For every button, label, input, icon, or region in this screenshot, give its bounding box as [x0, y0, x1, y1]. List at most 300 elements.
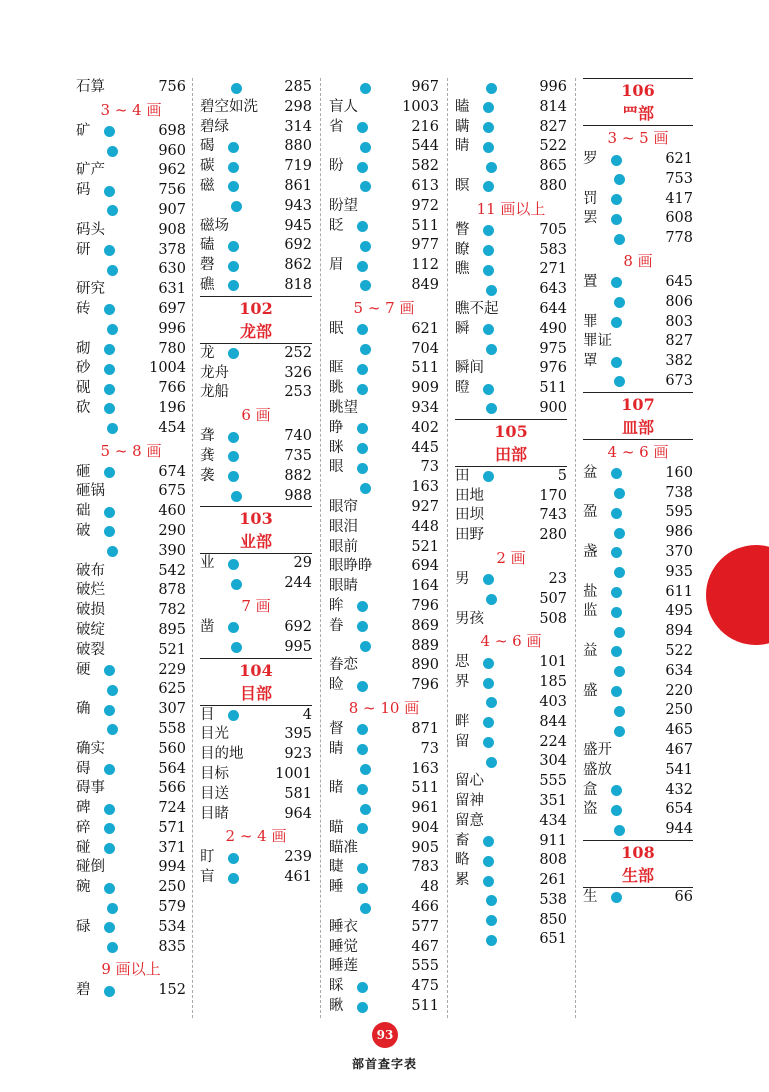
index-entry	[329, 379, 439, 399]
index-entry	[583, 800, 693, 820]
entry-char: 码头	[76, 221, 105, 238]
marker-icon	[104, 823, 115, 834]
index-entry	[200, 118, 312, 138]
marker-icon	[611, 686, 622, 697]
page-ref: 935	[665, 563, 693, 580]
index-entry	[329, 557, 439, 577]
entry-char: 眉	[329, 257, 344, 274]
entry-char: 田	[455, 467, 470, 484]
entry-char: 睁	[329, 419, 344, 436]
index-entry	[583, 150, 693, 170]
page-ref: 490	[539, 320, 567, 337]
marker-icon	[360, 764, 371, 775]
page-ref: 613	[411, 177, 439, 194]
index-entry	[455, 693, 567, 713]
marker-icon	[486, 344, 497, 355]
entry-char: 砌	[76, 340, 91, 357]
entry-char: 矿产	[76, 162, 105, 179]
marker-icon	[614, 528, 625, 539]
radical-header	[583, 79, 693, 125]
page-ref: 862	[284, 257, 312, 274]
marker-icon	[104, 922, 115, 933]
page-ref: 445	[411, 439, 439, 456]
index-entry	[329, 617, 439, 637]
page-ref: 724	[158, 800, 186, 817]
entry-char: 留意	[455, 812, 484, 829]
page-ref: 48	[420, 879, 439, 896]
page-ref: 250	[158, 879, 186, 896]
page-ref: 783	[411, 859, 439, 876]
entry-char: 盯	[200, 849, 215, 866]
page-ref: 608	[665, 210, 693, 227]
page-ref: 522	[665, 642, 693, 659]
marker-icon	[104, 764, 115, 775]
entry-char: 盈	[583, 504, 598, 521]
page-ref: 850	[539, 911, 567, 928]
index-entry	[76, 858, 186, 878]
index-entry	[76, 819, 186, 839]
page-ref: 250	[665, 702, 693, 719]
page-ref: 544	[411, 138, 439, 155]
entry-char: 督	[329, 720, 344, 737]
marker-icon	[483, 245, 494, 256]
entry-char: 睛	[329, 740, 344, 757]
entry-char: 睹	[329, 780, 344, 797]
marker-icon	[614, 376, 625, 387]
index-entry	[76, 621, 186, 641]
page-ref: 495	[665, 603, 693, 620]
page-ref: 890	[411, 657, 439, 674]
stroke-section-heading: 11 画以上	[476, 199, 546, 218]
page-ref: 697	[158, 300, 186, 317]
index-entry	[583, 372, 693, 392]
page-ref: 351	[539, 792, 567, 809]
page-ref: 220	[665, 682, 693, 699]
index-entry	[200, 236, 312, 256]
index-entry	[583, 352, 693, 372]
page-ref: 304	[539, 753, 567, 770]
index-entry	[76, 839, 186, 859]
marker-icon	[107, 903, 118, 914]
page-ref: 871	[411, 720, 439, 737]
index-entry	[200, 427, 312, 447]
index-entry	[583, 273, 693, 293]
index-entry	[455, 98, 567, 118]
page-ref: 460	[158, 503, 186, 520]
page-ref: 170	[539, 487, 567, 504]
page-ref: 511	[411, 217, 439, 234]
marker-icon	[483, 574, 494, 585]
marker-icon	[357, 883, 368, 894]
index-entry	[76, 542, 186, 562]
index-entry	[329, 799, 439, 819]
index-entry	[200, 217, 312, 237]
page-ref: 542	[158, 562, 186, 579]
index-entry	[76, 201, 186, 221]
index-entry	[76, 760, 186, 780]
page-ref: 66	[674, 888, 693, 905]
index-entry	[583, 229, 693, 249]
index-entry	[329, 997, 439, 1017]
marker-icon	[357, 324, 368, 335]
marker-icon	[360, 280, 371, 291]
index-entry	[583, 503, 693, 523]
marker-icon	[360, 344, 371, 355]
column-divider	[320, 78, 321, 1018]
entry-char: 眼睛	[329, 578, 358, 595]
page-ref: 894	[665, 623, 693, 640]
marker-icon	[611, 892, 622, 903]
entry-char: 瞅	[329, 998, 344, 1015]
index-entry	[76, 799, 186, 819]
page-ref: 467	[665, 741, 693, 758]
radical-header	[583, 393, 693, 439]
page-ref: 900	[539, 399, 567, 416]
page-ref: 163	[411, 760, 439, 777]
page-ref: 844	[539, 713, 567, 730]
marker-icon	[357, 863, 368, 874]
page-ref: 630	[158, 261, 186, 278]
marker-icon	[107, 546, 118, 557]
page-ref: 403	[539, 693, 567, 710]
index-entry	[76, 78, 186, 98]
page-ref: 511	[411, 998, 439, 1015]
index-entry	[200, 785, 312, 805]
page-ref: 996	[539, 79, 567, 95]
entry-char: 眨	[329, 217, 344, 234]
index-entry	[200, 554, 312, 574]
page-ref: 692	[284, 618, 312, 635]
page-ref: 654	[665, 801, 693, 818]
page-ref: 889	[411, 637, 439, 654]
entry-char: 石算	[76, 79, 105, 95]
page-ref: 23	[548, 570, 567, 587]
index-entry	[329, 78, 439, 98]
index-entry	[329, 839, 439, 859]
page-ref: 511	[411, 780, 439, 797]
page-ref: 988	[284, 487, 312, 504]
page-ref: 583	[539, 241, 567, 258]
index-entry	[329, 878, 439, 898]
entry-char: 研	[76, 241, 91, 258]
marker-icon	[483, 717, 494, 728]
index-entry	[200, 256, 312, 276]
stroke-section-heading: 5 ~ 8 画	[100, 441, 162, 460]
marker-icon	[231, 642, 242, 653]
entry-char: 盏	[583, 543, 598, 560]
red-thumb-tab[interactable]	[706, 545, 769, 645]
index-entry	[200, 487, 312, 507]
marker-icon	[614, 627, 625, 638]
marker-icon	[483, 876, 494, 887]
entry-char: 眺	[329, 380, 344, 397]
entry-char: 思	[455, 654, 470, 671]
page-ref: 395	[284, 726, 312, 743]
entry-char: 瞥	[455, 221, 470, 238]
entry-char: 凿	[200, 618, 215, 635]
marker-icon	[614, 488, 625, 499]
page-ref: 934	[411, 399, 439, 416]
entry-char: 礁	[200, 276, 215, 293]
index-entry	[583, 170, 693, 190]
marker-icon	[228, 853, 239, 864]
marker-icon	[614, 666, 625, 677]
index-entry	[200, 805, 312, 825]
entry-char: 畔	[455, 713, 470, 730]
entry-char: 留	[455, 733, 470, 750]
marker-icon	[228, 348, 239, 359]
page-ref: 625	[158, 681, 186, 698]
page-ref: 861	[284, 177, 312, 194]
entry-char: 生	[583, 888, 598, 905]
page-ref: 882	[284, 467, 312, 484]
index-entry	[455, 610, 567, 630]
marker-icon	[104, 507, 115, 518]
index-entry	[455, 851, 567, 871]
index-entry	[329, 98, 439, 118]
entry-char: 瞑	[455, 177, 470, 194]
marker-icon	[611, 317, 622, 328]
entry-char: 省	[329, 118, 344, 135]
page-ref: 740	[284, 428, 312, 445]
page-ref: 943	[284, 197, 312, 214]
page-ref: 692	[284, 237, 312, 254]
marker-icon	[104, 843, 115, 854]
page-ref: 766	[158, 380, 186, 397]
marker-icon	[614, 726, 625, 737]
entry-char: 龚	[200, 447, 215, 464]
marker-icon	[483, 225, 494, 236]
radical-header	[200, 507, 312, 553]
page-ref: 582	[411, 158, 439, 175]
marker-icon	[483, 856, 494, 867]
stroke-section-heading: 3 ~ 5 画	[607, 129, 669, 147]
marker-icon	[483, 836, 494, 847]
index-entry	[455, 320, 567, 340]
index-entry	[200, 137, 312, 157]
entry-char: 碍	[76, 760, 91, 777]
index-entry	[329, 918, 439, 938]
marker-icon	[357, 162, 368, 173]
marker-icon	[231, 201, 242, 212]
index-entry	[329, 498, 439, 518]
entry-char: 破裂	[76, 641, 105, 658]
page-ref: 611	[665, 583, 693, 600]
stroke-section-heading: 8 画	[623, 251, 653, 270]
marker-icon	[357, 384, 368, 395]
entry-char: 确实	[76, 740, 105, 757]
index-entry	[455, 526, 567, 546]
marker-icon	[228, 873, 239, 884]
index-entry	[76, 482, 186, 502]
page-ref: 595	[665, 504, 693, 521]
entry-char: 砖	[76, 300, 91, 317]
page-ref: 977	[411, 237, 439, 254]
entry-char: 田野	[455, 527, 484, 544]
entry-char: 眺望	[329, 399, 358, 416]
index-entry	[200, 447, 312, 467]
index-entry	[583, 209, 693, 229]
marker-icon	[360, 181, 371, 192]
entry-char: 碎	[76, 819, 91, 836]
entry-char: 盛放	[583, 761, 612, 778]
page-ref: 735	[284, 447, 312, 464]
index-entry	[200, 364, 312, 384]
marker-icon	[357, 784, 368, 795]
index-entry	[200, 157, 312, 177]
index-entry	[329, 977, 439, 997]
marker-icon	[107, 205, 118, 216]
index-entry	[76, 463, 186, 483]
index-entry	[200, 98, 312, 118]
marker-icon	[104, 883, 115, 894]
marker-icon	[357, 463, 368, 474]
radical-header	[583, 841, 693, 887]
marker-icon	[228, 432, 239, 443]
radical-number: 102	[239, 298, 273, 318]
page-ref: 778	[665, 230, 693, 247]
marker-icon	[360, 142, 371, 153]
page-ref: 466	[411, 899, 439, 916]
marker-icon	[228, 559, 239, 570]
entry-char: 盼望	[329, 197, 358, 214]
radical-number: 106	[621, 81, 655, 100]
index-entry	[76, 221, 186, 241]
index-entry	[455, 871, 567, 891]
page-ref: 621	[411, 320, 439, 337]
page-ref: 880	[539, 177, 567, 194]
index-entry	[329, 217, 439, 237]
index-entry	[76, 142, 186, 162]
index-entry	[583, 464, 693, 484]
page-ref: 461	[284, 869, 312, 886]
page-ref: 705	[539, 221, 567, 238]
page-ref: 390	[158, 542, 186, 559]
entry-char: 瞪	[455, 380, 470, 397]
index-entry	[583, 888, 693, 908]
page-ref: 521	[411, 538, 439, 555]
entry-char: 硬	[76, 661, 91, 678]
entry-char: 眼泪	[329, 518, 358, 535]
page-ref: 280	[539, 527, 567, 544]
entry-char: 男	[455, 570, 470, 587]
entry-char: 碰倒	[76, 859, 105, 876]
page-ref: 895	[158, 621, 186, 638]
index-entry	[76, 680, 186, 700]
entry-char: 瞧不起	[455, 300, 499, 317]
page-ref: 907	[158, 201, 186, 218]
entry-char: 瞄准	[329, 839, 358, 856]
entry-char: 龙船	[200, 384, 229, 401]
marker-icon	[611, 277, 622, 288]
page-ref: 571	[158, 819, 186, 836]
index-entry	[455, 399, 567, 419]
index-entry	[455, 891, 567, 911]
radical-name: 皿部	[621, 417, 654, 437]
page-ref: 555	[411, 958, 439, 975]
index-entry	[76, 320, 186, 340]
page-ref: 643	[539, 281, 567, 298]
index-entry	[455, 911, 567, 931]
entry-char: 睡觉	[329, 938, 358, 955]
marker-icon	[107, 324, 118, 335]
entry-char: 留神	[455, 792, 484, 809]
marker-icon	[614, 825, 625, 836]
entry-char: 龙	[200, 344, 215, 361]
entry-char: 置	[583, 273, 598, 290]
page-ref: 475	[411, 978, 439, 995]
index-entry	[76, 340, 186, 360]
page-ref: 261	[539, 872, 567, 889]
marker-icon	[611, 785, 622, 796]
marker-icon	[228, 181, 239, 192]
entry-char: 目标	[200, 765, 229, 782]
page-ref: 835	[158, 938, 186, 955]
index-entry	[200, 344, 312, 364]
page-ref: 644	[539, 300, 567, 317]
page-ref: 196	[158, 399, 186, 416]
marker-icon	[107, 423, 118, 434]
index-entry	[329, 858, 439, 878]
index-entry	[200, 638, 312, 658]
index-entry	[455, 137, 567, 157]
stroke-section-heading: 2 画	[496, 548, 526, 567]
marker-icon	[357, 1002, 368, 1013]
entry-char: 盗	[583, 801, 598, 818]
index-entry	[329, 197, 439, 217]
entry-char: 监	[583, 603, 598, 620]
index-entry	[76, 740, 186, 760]
index-entry	[76, 918, 186, 938]
index-entry	[200, 765, 312, 785]
page-ref: 152	[158, 982, 186, 999]
stroke-section-heading: 9 画以上	[101, 960, 161, 979]
index-entry	[329, 177, 439, 197]
marker-icon	[483, 384, 494, 395]
page-ref: 743	[539, 507, 567, 524]
index-entry	[200, 618, 312, 638]
page-ref: 566	[158, 780, 186, 797]
entry-char: 盐	[583, 583, 598, 600]
index-entry	[329, 340, 439, 360]
marker-icon	[228, 451, 239, 462]
page-ref: 995	[284, 638, 312, 655]
page-ref: 814	[539, 98, 567, 115]
page-ref: 923	[284, 746, 312, 763]
entry-char: 盛开	[583, 741, 612, 758]
entry-char: 田地	[455, 487, 484, 504]
column-divider	[447, 78, 448, 1018]
page-ref: 631	[158, 281, 186, 298]
marker-icon	[104, 344, 115, 355]
page-ref: 101	[539, 654, 567, 671]
page-ref: 163	[411, 479, 439, 496]
marker-icon	[231, 579, 242, 590]
entry-char: 瞭	[455, 241, 470, 258]
entry-char: 眷	[329, 617, 344, 634]
entry-char: 男孩	[455, 610, 484, 627]
index-entry	[76, 502, 186, 522]
index-entry	[583, 563, 693, 583]
index-entry	[329, 676, 439, 696]
index-entry	[583, 662, 693, 682]
index-entry	[200, 706, 312, 726]
index-entry	[76, 562, 186, 582]
index-entry	[455, 673, 567, 693]
radical-name: 生部	[621, 865, 654, 885]
marker-icon	[611, 587, 622, 598]
page-ref: 967	[411, 79, 439, 95]
